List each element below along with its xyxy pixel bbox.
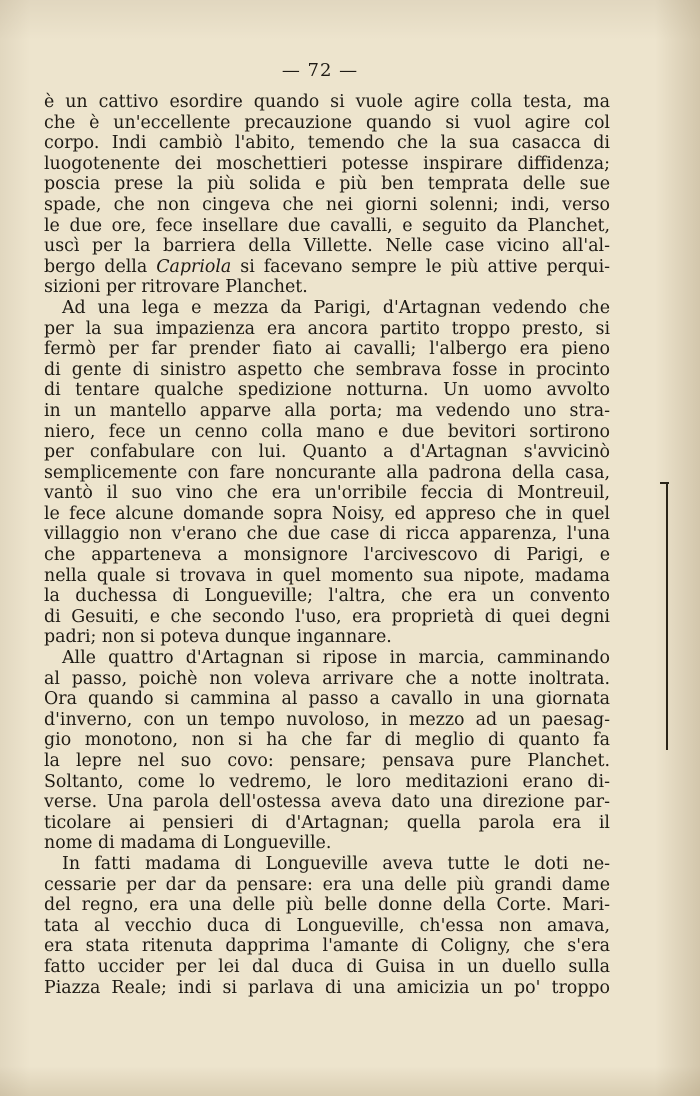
text-line: Piazza Reale; indi si parlava di una amicizia un po' troppo (44, 977, 610, 998)
text-line: Soltanto, come lo vedremo, le loro meditazioni erano di- (44, 771, 610, 792)
body-text (44, 92, 610, 998)
text-fragment: si facevano sempre le più attive perqui- (231, 256, 610, 277)
text-line: corpo. Indi cambiò l'abito, temendo che la sua casacca di (44, 133, 610, 154)
text-line: cessarie per dar da pensare: era una delle più grandi dame (44, 874, 610, 895)
text-line: gio monotono, non si ha che far di meglio di quanto fa (44, 730, 610, 751)
text-line: che apparteneva a monsignore l'arcivescovo di Parigi, e (44, 545, 610, 566)
text-line: uscì per la barriera della Villette. Nelle case vicino all'al- (44, 236, 610, 257)
text-line: le due ore, fece insellare due cavalli, e seguito da Planchet, (44, 215, 610, 236)
text-line: Ad una lega e mezza da Parigi, d'Artagnan vedendo che (62, 297, 610, 318)
text-line: niero, fece un cenno colla mano e due bevitori sortirono (44, 421, 610, 442)
text-line: le fece alcune domande sopra Noisy, ed appreso che in quel (44, 503, 610, 524)
page-number: — 72 — (281, 60, 359, 81)
text-line: che è un'eccellente precauzione quando si vuol agire col (44, 112, 610, 133)
text-line: villaggio non v'erano che due case di ricca apparenza, l'una (44, 524, 610, 545)
text-line: di Gesuiti, e che secondo l'uso, era proprietà di quei degni (44, 606, 610, 627)
text-line: semplicemente con fare noncurante alla padrona della casa, (44, 462, 610, 483)
text-line: padri; non si poteva dunque ingannare. (44, 627, 392, 648)
text-line: poscia prese la più solida e più ben temprata delle sue (44, 174, 610, 195)
text-line: luogotenente dei moschettieri potesse inspirare diffidenza; (44, 153, 610, 174)
text-line: In fatti madama di Longueville aveva tutte le doti ne- (62, 853, 610, 874)
text-line: la duchessa di Longueville; l'altra, che era un convento (44, 586, 610, 607)
text-line: spade, che non cingeva che nei giorni solenni; indi, verso (44, 194, 610, 215)
text-line: vantò il suo vino che era un'orribile feccia di Montreuil, (44, 483, 610, 504)
text-line: fermò per far prender fiato ai cavalli; l'albergo era pieno (44, 339, 610, 360)
text-line: sizioni per ritrovare Planchet. (44, 277, 308, 298)
text-line: Alle quattro d'Artagnan si ripose in marcia, camminando (62, 648, 610, 669)
text-line: tata al vecchio duca di Longueville, ch'essa non amava, (44, 915, 610, 936)
page-edge-line (666, 482, 668, 750)
text-line: nella quale si trovava in quel momento sua nipote, madama (44, 565, 610, 586)
text-line: per la sua impazienza era ancora partito troppo presto, si (44, 318, 610, 339)
text-line: in un mantello apparve alla porta; ma vedendo uno stra- (44, 400, 610, 421)
text-line: d'inverno, con un tempo nuvoloso, in mezzo ad un paesag- (44, 709, 610, 730)
text-fragment: bergo della (44, 256, 157, 277)
text-line: nome di madama di Longueville. (44, 833, 332, 854)
text-line: al passo, poichè non voleva arrivare che a notte inoltrata. (44, 668, 610, 689)
text-line: del regno, era una delle più belle donne della Corte. Mari- (44, 895, 610, 916)
text-line: Ora quando si cammina al passo a cavallo in una giornata (44, 689, 610, 710)
text-line: verse. Una parola dell'ostessa aveva dato una direzione par- (44, 792, 610, 813)
italic-word: Capriola (156, 256, 232, 277)
text-line: ticolare ai pensieri di d'Artagnan; quella parola era il (44, 812, 610, 833)
text-line: per confabulare con lui. Quanto a d'Artagnan s'avvicinò (44, 442, 610, 463)
text-line: di tentare qualche spedizione notturna. Un uomo avvolto (44, 380, 610, 401)
text-line: la lepre nel suo covo: pensare; pensava pure Planchet. (44, 751, 610, 771)
text-line: fatto uccider per lei dal duca di Guisa in un duello sulla (44, 956, 610, 977)
text-line: è un cattivo esordire quando si vuole agire colla testa, ma (44, 92, 610, 112)
text-line-capriola (44, 257, 610, 278)
text-line: era stata ritenuta dapprima l'amante di Coligny, che s'era (44, 936, 610, 957)
text-line: di gente di sinistro aspetto che sembrava fosse in procinto (44, 359, 610, 380)
